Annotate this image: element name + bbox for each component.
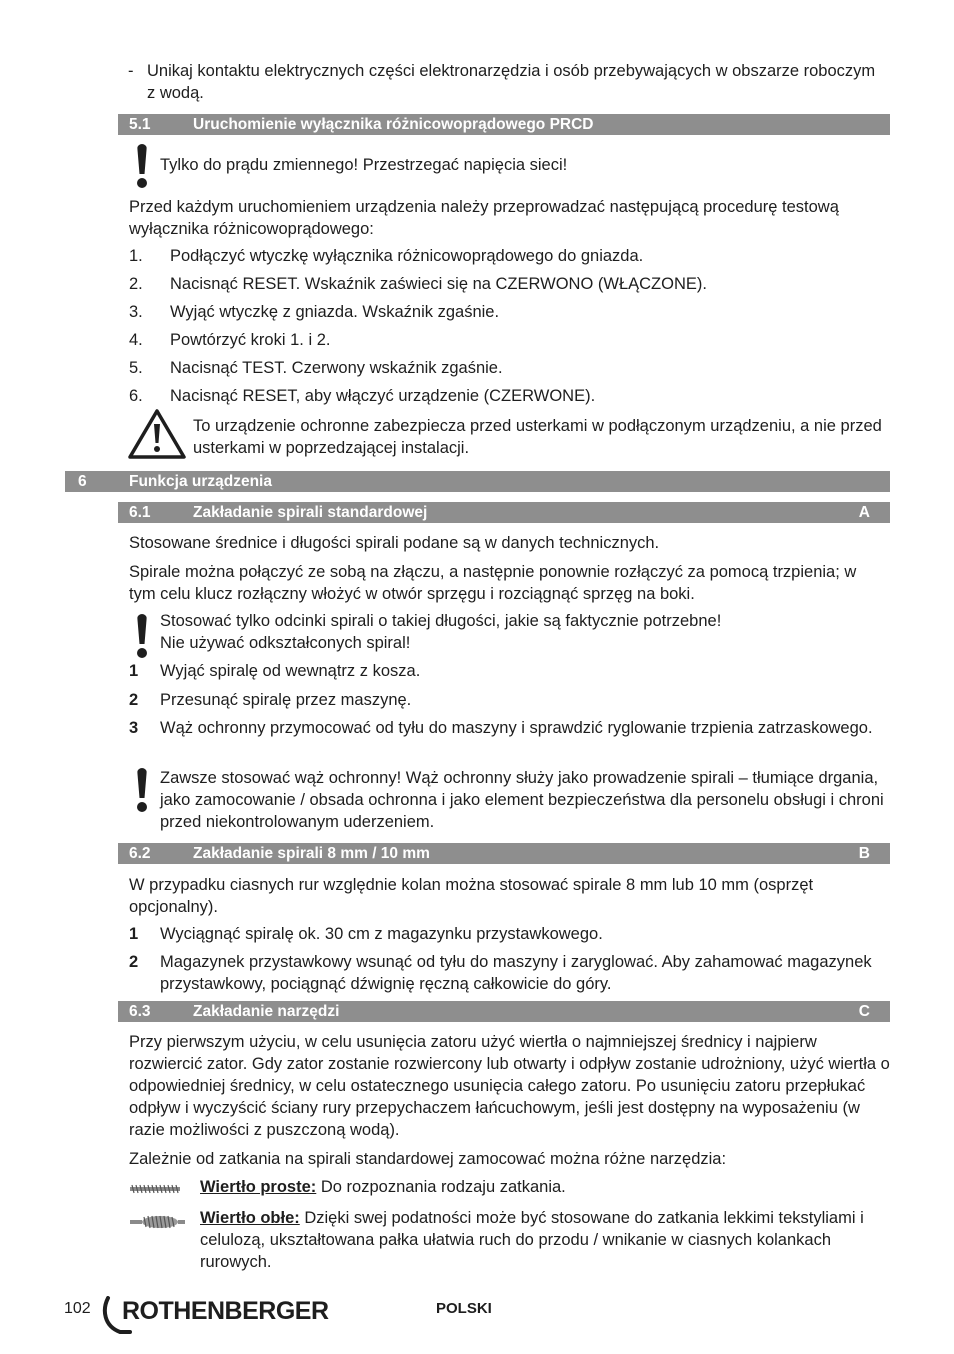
paragraph-coupling: Spirale można połączyć ze sobą na złączu, a następnie ponownie rozłączyć za pomocą trzpienia; w tym celu klucz rozłączny włożyć w otwór sprzęgu i rozciągnąć sprzęg na boki.	[129, 563, 857, 603]
section-header-6-2	[118, 843, 890, 864]
section-number: 6.3	[129, 1003, 151, 1020]
paragraph-test-procedure: Przed każdym uruchomieniem urządzenia należy przeprowadzać następującą procedurę testową wyłącznika różnicowoprądowego:	[129, 198, 839, 238]
list-item: Nacisnąć RESET, aby włączyć urządzenie (CZERWONE).	[170, 387, 596, 405]
list-item-number: 2.	[129, 275, 143, 293]
tool-name: Wiertło obłe:	[200, 1209, 300, 1227]
warning-protective-device: To urządzenie ochronne zabezpiecza przed usterkami w podłączonym urządzeniu, a nie przed usterkami w poprzedzającej instalacji.	[193, 417, 882, 457]
step-text: Magazynek przystawkowy wsunąć od tyłu do maszyny i zaryglować. Aby zahamować magazynek przystawkowy, pociągnąć dźwignię ręczną całkowicie do góry.	[160, 953, 872, 993]
paragraph-narrow-pipes: W przypadku ciasnych rur względnie kolan można stosować spirale 8 mm lub 10 mm (osprzęt opcjonalny).	[129, 876, 814, 916]
section-header-6-3	[118, 1001, 890, 1022]
step-text: Wyciągnąć spiralę ok. 30 cm z magazynku przystawkowego.	[160, 925, 603, 943]
straight-auger-icon	[130, 1183, 182, 1195]
list-item-number: 6.	[129, 387, 143, 405]
note-spiral-length: Stosować tylko odcinki spirali o takiej długości, jakie są faktycznie potrzebne!	[160, 612, 722, 630]
warning-triangle-icon	[127, 408, 187, 460]
section-header-6	[65, 471, 890, 492]
section-header-6-1	[118, 502, 890, 523]
list-item: Nacisnąć TEST. Czerwony wskaźnik zgaśnie.	[170, 359, 503, 377]
section-title: Zakładanie spirali 8 mm / 10 mm	[193, 845, 430, 862]
section-title: Zakładanie spirali standardowej	[193, 504, 428, 521]
step-number: 1	[129, 662, 139, 680]
step-number: 3	[129, 719, 139, 737]
note-deformed-spirals: Nie używać odkształconych spiral!	[160, 634, 411, 652]
section-title: Funkcja urządzenia	[129, 473, 272, 490]
tool-description: Do rozpoznania rodzaju zatkania.	[316, 1178, 566, 1196]
step-number: 1	[129, 925, 139, 943]
tool-straight-auger	[200, 1176, 890, 1198]
section-header-5-1	[118, 114, 890, 135]
intro-text: Unikaj kontaktu elektrycznych części elektronarzędzia i osób przebywających w obszarze roboczym z wodą.	[147, 62, 876, 102]
list-item-number: 1.	[129, 247, 143, 265]
paragraph-tools-intro: Zależnie od zatkania na spirali standardowej zamocować można różne narzędzia:	[129, 1150, 727, 1168]
list-item-number: 3.	[129, 303, 143, 321]
intro-dash: -	[128, 62, 134, 80]
section-title: Zakładanie narzędzi	[193, 1003, 340, 1020]
section-number: 6.1	[129, 504, 151, 521]
list-item-number: 4.	[129, 331, 143, 349]
figure-letter: B	[858, 845, 870, 862]
step-text: Wąż ochronny przymocować od tyłu do maszyny i sprawdzić ryglowanie trzpienia zatrzaskowego.	[160, 719, 873, 737]
paragraph-diameters: Stosowane średnice i długości spirali podane są w danych technicznych.	[129, 534, 660, 552]
section-title: Uruchomienie wyłącznika różnicowoprądowego PRCD	[193, 116, 594, 133]
figure-letter: A	[858, 504, 870, 521]
page-number: 102	[64, 1300, 91, 1317]
language-label: POLSKI	[436, 1300, 492, 1317]
brand-logo-text: ROTHENBERGER	[122, 1297, 329, 1325]
tool-name: Wiertło proste:	[200, 1178, 317, 1196]
step-text: Przesunąć spiralę przez maszynę.	[160, 691, 412, 709]
list-item-number: 5.	[129, 359, 143, 377]
step-text: Wyjąć spiralę od wewnątrz z kosza.	[160, 662, 421, 680]
paragraph-first-use: Przy pierwszym użyciu, w celu usunięcia zatoru użyć wiertła o najmniejszej średnicy i najpierw rozwiercić zator. Gdy zator zostanie rozwiercony lub otwarty i odpływ zostanie udrożniony, użyć wiertła o odpowiedniej średnicy, w celu ostatecznego usunięcia całego zatoru. Po usunięciu zatoru przepłukać odpływ i wyczyścić ściany rury przepychaczem łańcuchowym, jeśli jest dostępny na wyposażeniu (w razie możliwości z puszczoną wodą).	[129, 1033, 890, 1139]
figure-letter: C	[858, 1003, 870, 1020]
step-number: 2	[129, 691, 139, 709]
list-item: Wyjąć wtyczkę z gniazda. Wskaźnik zgaśnie.	[170, 303, 500, 321]
note-ac-only: Tylko do prądu zmiennego! Przestrzegać napięcia sieci!	[160, 156, 568, 174]
tool-bulb-auger	[200, 1207, 890, 1273]
section-number: 6.2	[129, 845, 151, 862]
bulb-auger-icon	[130, 1214, 186, 1230]
list-item: Podłączyć wtyczkę wyłącznika różnicowoprądowego do gniazda.	[170, 247, 644, 265]
step-number: 2	[129, 953, 139, 971]
section-number: 5.1	[129, 116, 151, 133]
note-protective-hose: Zawsze stosować wąż ochronny! Wąż ochronny służy jako prowadzenie spirali – tłumiące drgania, jako zamocowanie / obsada ochronna i jako element bezpieczeństwa dla personelu obsługi i chroni przed niekontrolowanym uderzeniem.	[160, 769, 884, 831]
tool-description: Dzięki swej podatności może być stosowane do zatkania lekkimi tekstyliami i celulozą, ukształtowana pałka ułatwia ruch do przodu / wnikanie w ciasnych kolankach rurowych.	[200, 1209, 864, 1271]
section-number: 6	[78, 473, 87, 490]
list-item: Nacisnąć RESET. Wskaźnik zaświeci się na CZERWONO (WŁĄCZONE).	[170, 275, 707, 293]
list-item: Powtórzyć kroki 1. i 2.	[170, 331, 331, 349]
